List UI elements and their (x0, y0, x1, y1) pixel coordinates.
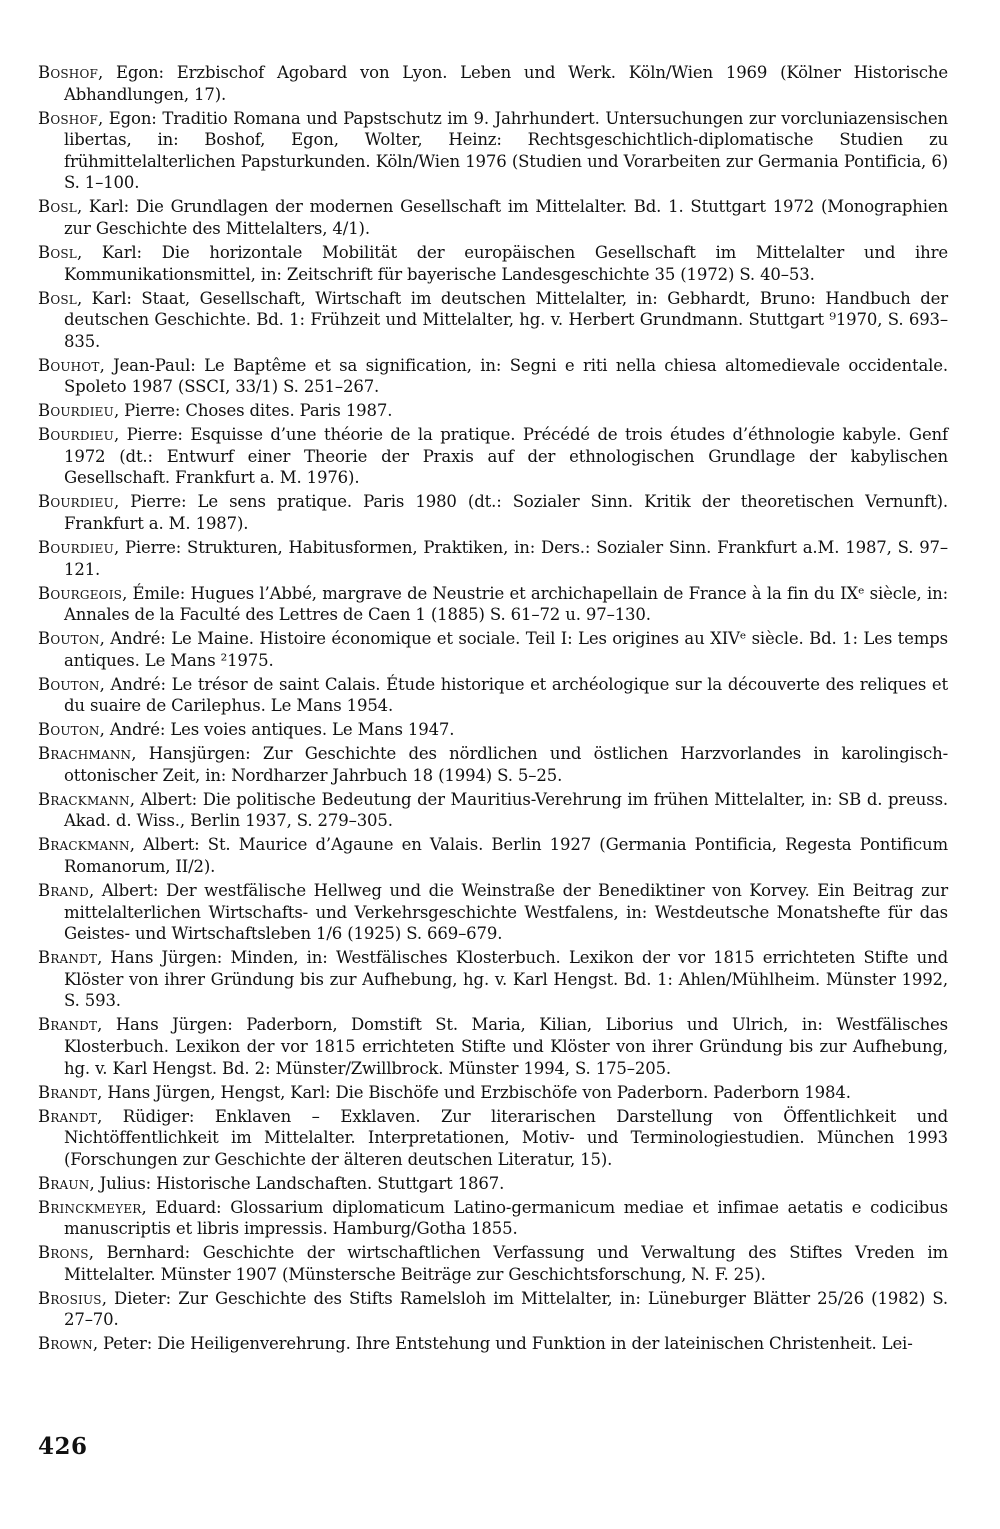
entry-author: Boshof (38, 63, 99, 82)
entry-citation: , Eduard: Glossarium diplomaticum Latino-germanicum mediae et infimae aetatis e codicibus manuscriptis et libris impressis. Hamburg/Gotha 1855. (64, 1197, 948, 1239)
bibliography-entry (38, 355, 948, 398)
bibliography-entry (38, 288, 948, 353)
entry-citation: , Pierre: Choses dites. Paris 1987. (113, 401, 393, 421)
bibliography-entry (38, 743, 948, 786)
entry-citation: , Egon: Traditio Romana und Papstschutz im 9. Jahrhundert. Untersuchungen zur vorcluniazensischen libertas, in: Boshof, Egon, Wolter, Heinz: Rechtsgeschichtlich-diplomatische Studien zu frühmittelalterlichen Papsturkunden. Köln/Wien 1976 (Studien und Vorarbeiten zur Germania Pontificia, 6) S. 1–100. (64, 108, 948, 193)
entry-author: Brosius (38, 1288, 102, 1308)
entry-author: Brinckmeyer (38, 1197, 142, 1217)
entry-citation: , Karl: Die Grundlagen der modernen Gesellschaft im Mittelalter. Bd. 1. Stuttgart 1972 (Monographien zur Geschichte des Mittelalters, 4/1). (64, 197, 948, 238)
entry-author: Bosl (38, 288, 77, 308)
entry-citation: , Pierre: Esquisse d’une théorie de la pratique. Précédé de trois études d’éthnologie kabyle. Genf 1972 (dt.: Entwurf einer Theorie der Praxis auf der ethnologischen Grundlage der kabylischen Gesellschaft. Frankfurt a. M. 1976). (64, 425, 948, 488)
entry-author: Brandt (38, 1015, 98, 1035)
entry-author: Bosl (38, 242, 77, 262)
page-number: 426 (38, 1433, 88, 1460)
bibliography-entry (38, 1197, 948, 1240)
entry-citation: , Albert: Die politische Bedeutung der Mauritius-Verehrung im frühen Mittelalter, in: SB d. preuss. Akad. d. Wiss., Berlin 1937, S. 279–305. (64, 789, 948, 831)
bibliography-entry (38, 674, 948, 717)
bibliography-entry (38, 242, 948, 285)
bibliography-list (38, 62, 948, 1357)
entry-author: Brackmann (38, 789, 130, 809)
entry-citation: , André: Le Maine. Histoire économique et sociale. Teil I: Les origines au XIVᵉ siècle. Bd. 1: Les temps antiques. Le Mans ²1975. (64, 629, 948, 670)
entry-citation: , Peter: Die Heiligenverehrung. Ihre Entstehung und Funktion in der lateinischen Christenheit. Lei- (92, 1334, 913, 1354)
entry-citation: , Jean-Paul: Le Baptême et sa signification, in: Segni e riti nella chiesa altomedievale occidentale. Spoleto 1987 (SSCI, 33/1) S. 251–267. (64, 355, 948, 397)
entry-author: Boshof (38, 108, 99, 128)
bibliography-entry (38, 789, 948, 832)
entry-citation: , Albert: Der westfälische Hellweg und die Weinstraße der Benediktiner von Korvey. Ein Beitrag zur mittelalterlichen Wirtschafts- und Verkehrsgeschichte Westfalens, in: Westdeutsche Monatshefte für das Geistes- und Wirtschaftsleben 1/6 (1925) S. 669–679. (64, 881, 948, 944)
entry-citation: , Bernhard: Geschichte der wirtschaftlichen Verfassung und Verwaltung des Stiftes Vreden im Mittelalter. Münster 1907 (Münstersche Beiträge zur Geschichtsforschung, N. F. 25). (64, 1243, 948, 1284)
entry-author: Brandt (38, 1106, 98, 1126)
entry-citation: , Pierre: Strukturen, Habitusformen, Praktiken, in: Ders.: Sozialer Sinn. Frankfurt a.M. 1987, S. 97–121. (64, 537, 948, 579)
entry-author: Brackmann (38, 835, 130, 855)
bibliography-entry (38, 491, 948, 534)
entry-citation: , Hans Jürgen, Hengst, Karl: Die Bischöfe und Erzbischöfe von Paderborn. Paderborn 1984. (97, 1082, 851, 1102)
bibliography-entry (38, 1333, 948, 1355)
entry-author: Brandt (38, 1082, 98, 1102)
bibliography-entry (38, 1082, 948, 1104)
entry-citation: , Pierre: Le sens pratique. Paris 1980 (dt.: Sozialer Sinn. Kritik der theoretischen Vernunft). Frankfurt a. M. 1987). (64, 492, 948, 533)
bibliography-entry (38, 196, 948, 239)
entry-citation: , Dieter: Zur Geschichte des Stifts Ramelsloh im Mittelalter, in: Lüneburger Blätter 25/26 (1982) S. 27–70. (64, 1288, 948, 1330)
entry-author: Braun (38, 1173, 90, 1193)
entry-author: Bouton (38, 674, 100, 694)
entry-author: Brons (38, 1243, 89, 1263)
entry-author: Bouton (38, 720, 100, 740)
entry-author: Bouton (38, 629, 100, 649)
entry-citation: , Egon: Erzbischof Agobard von Lyon. Leben und Werk. Köln/Wien 1969 (Kölner Historische Abhandlungen, 17). (64, 63, 948, 104)
entry-citation: , Rüdiger: Enklaven – Exklaven. Zur literarischen Darstellung von Öffentlichkeit und Nichtöffentlichkeit im Mittelalter. Interpretationen, Motiv- und Terminologiestudien. München 1993 (Forschungen zur Geschichte der älteren deutschen Literatur, 15). (64, 1106, 948, 1169)
entry-citation: , André: Le trésor de saint Calais. Étude historique et archéologique sur la découverte des reliques et du suaire de Carilephus. Le Mans 1954. (64, 674, 948, 716)
bibliography-entry (38, 1242, 948, 1285)
entry-author: Brachmann (38, 744, 132, 764)
bibliography-entry (38, 947, 948, 1012)
entry-author: Brand (38, 881, 89, 901)
entry-citation: , Émile: Hugues l’Abbé, margrave de Neustrie et archichapellain de France à la fin du IXᵉ siècle, in: Annales de la Faculté des Lettres de Caen 1 (1885) S. 61–72 u. 97–130. (64, 583, 948, 625)
entry-author: Bourdieu (38, 537, 114, 557)
entry-author: Bourdieu (38, 492, 114, 512)
bibliography-entry (38, 719, 948, 741)
bibliography-entry (38, 424, 948, 489)
entry-citation: , Hans Jürgen: Paderborn, Domstift St. Maria, Kilian, Liborius und Ulrich, in: Westfälisches Klosterbuch. Lexikon der vor 1815 errichteten Stifte und Klöster von ihrer Gründung bis zur Aufhebung, hg. v. Karl Hengst. Bd. 2: Münster/Zwillbrock. Münster 1994, S. 175–205. (64, 1015, 948, 1078)
bibliography-entry (38, 583, 948, 626)
entry-author: Brandt (38, 948, 98, 968)
entry-author: Bourdieu (38, 401, 114, 421)
bibliography-entry (38, 628, 948, 671)
bibliography-entry (38, 880, 948, 945)
bibliography-entry (38, 62, 948, 105)
entry-citation: , Karl: Die horizontale Mobilität der europäischen Gesellschaft im Mittelalter und ihre Kommunikationsmittel, in: Zeitschrift für bayerische Landesgeschichte 35 (1972) S. 40–53. (64, 242, 948, 284)
bibliography-entry (38, 834, 948, 877)
entry-citation: , Karl: Staat, Gesellschaft, Wirtschaft im deutschen Mittelalter, in: Gebhardt, Bruno: Handbuch der deutschen Geschichte. Bd. 1: Frühzeit und Mittelalter, hg. v. Herbert Grundmann. Stuttgart ⁹1970, S. 693–835. (64, 288, 948, 351)
entry-author: Bosl (38, 197, 77, 217)
entry-citation: , Albert: St. Maurice d’Agaune en Valais. Berlin 1927 (Germania Pontificia, Regesta Pontificum Romanorum, II/2). (64, 835, 948, 877)
entry-author: Bouhot (38, 355, 100, 375)
entry-author: Bourdieu (38, 425, 114, 445)
bibliography-entry (38, 1014, 948, 1079)
bibliography-entry (38, 1106, 948, 1171)
entry-author: Brown (38, 1334, 93, 1354)
entry-citation: , Hansjürgen: Zur Geschichte des nördlichen und östlichen Harzvorlandes in karolingisch-ottonischer Zeit, in: Nordharzer Jahrbuch 18 (1994) S. 5–25. (64, 744, 948, 785)
bibliography-entry (38, 400, 948, 422)
bibliography-entry (38, 108, 948, 194)
entry-citation: , André: Les voies antiques. Le Mans 1947. (99, 720, 455, 740)
entry-citation: , Julius: Historische Landschaften. Stuttgart 1867. (89, 1173, 505, 1193)
entry-author: Bourgeois (38, 583, 123, 603)
bibliography-entry (38, 1173, 948, 1195)
bibliography-entry (38, 1288, 948, 1331)
entry-citation: , Hans Jürgen: Minden, in: Westfälisches Klosterbuch. Lexikon der vor 1815 errichteten Stifte und Klöster von ihrer Gründung bis zur Aufhebung, hg. v. Karl Hengst. Bd. 1: Ahlen/Mühlheim. Münster 1992, S. 593. (64, 948, 948, 1011)
bibliography-entry (38, 537, 948, 580)
